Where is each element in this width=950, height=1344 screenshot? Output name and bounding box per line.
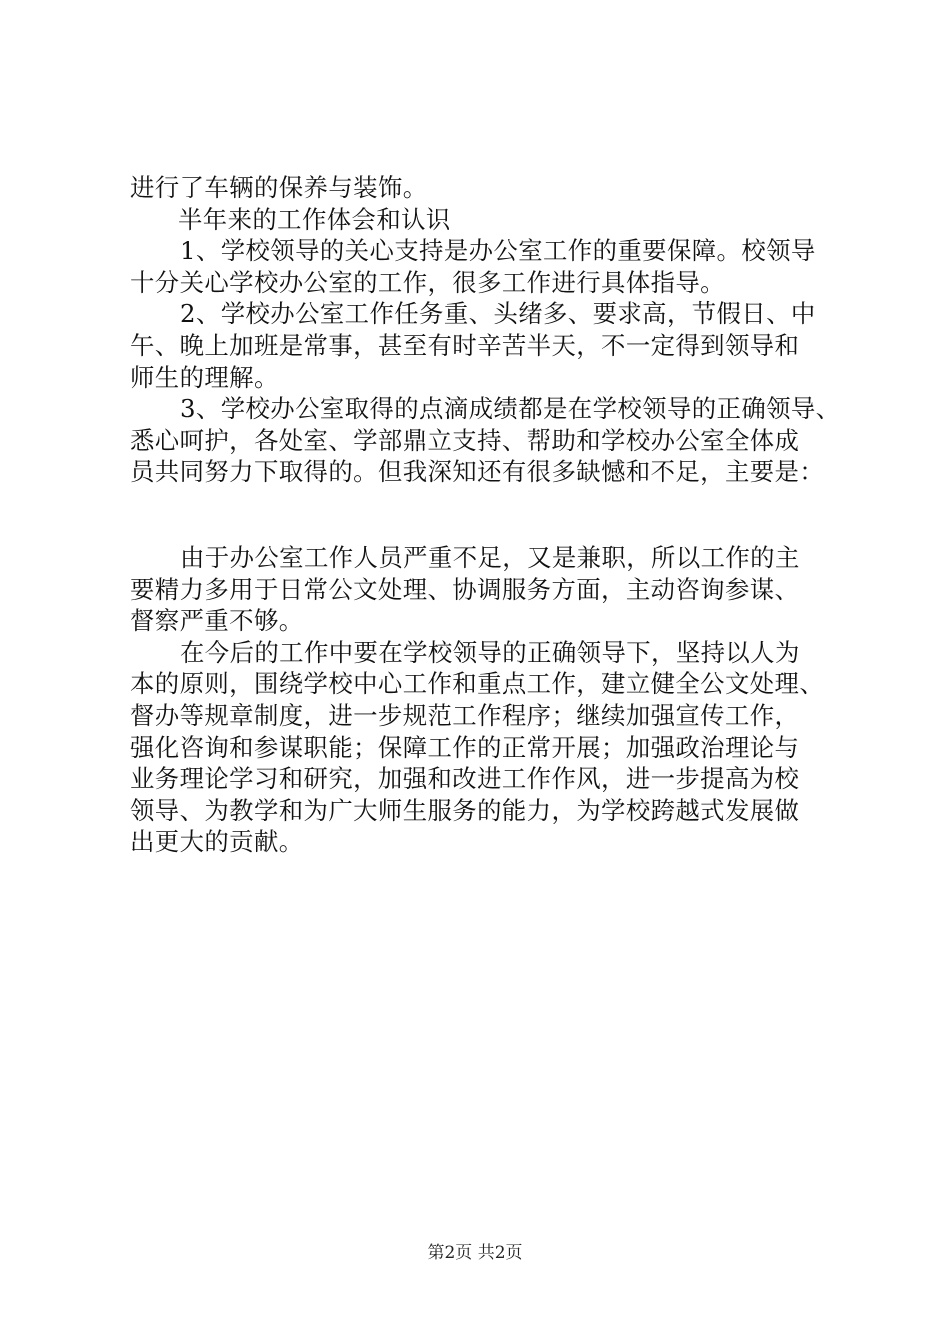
- text-line: 由于办公室工作人员严重不足，又是兼职，所以工作的主: [180, 542, 800, 572]
- text-line: 进行了车辆的保养与装饰。: [130, 173, 428, 202]
- text-line: 督察严重不够。: [130, 606, 304, 636]
- text-line: 1、学校领导的关心支持是办公室工作的重要保障。校领导: [180, 236, 816, 266]
- text-line: 2、学校办公室工作任务重、头绪多、要求高，节假日、中: [180, 299, 816, 329]
- text-line: 师生的理解。: [130, 362, 279, 392]
- text-line: 员共同努力下取得的。但我深知还有很多缺憾和不足，主要是：: [130, 457, 825, 487]
- text-line: 领导、为教学和为广大师生服务的能力，为学校跨越式发展做: [130, 795, 800, 825]
- text-line: 业务理论学习和研究，加强和改进工作作风，进一步提高为校: [130, 764, 800, 794]
- text-line: 出更大的贡献。: [130, 827, 304, 857]
- text-line: 要精力多用于日常公文处理、协调服务方面，主动咨询参谋、: [130, 574, 800, 604]
- text-line: 在今后的工作中要在学校领导的正确领导下，坚持以人为: [180, 637, 800, 667]
- text-line: 十分关心学校办公室的工作，很多工作进行具体指导。: [130, 267, 725, 297]
- paragraph-gap: [130, 488, 830, 542]
- document-body: [130, 172, 841, 858]
- text-line: 午、晚上加班是常事，甚至有时辛苦半天，不一定得到领导和: [130, 330, 800, 360]
- section-heading: 半年来的工作体会和认识: [178, 204, 451, 234]
- text-line: 强化咨询和参谋职能；保障工作的正常开展；加强政治理论与: [130, 732, 800, 762]
- text-line: 本的原则，围绕学校中心工作和重点工作，建立健全公文处理、: [130, 669, 825, 699]
- text-line: 督办等规章制度，进一步规范工作程序；继续加强宣传工作，: [130, 700, 800, 730]
- text-line: 悉心呵护，各处室、学部鼎立支持、帮助和学校办公室全体成: [130, 425, 800, 455]
- text-line: 3、学校办公室取得的点滴成绩都是在学校领导的正确领导、: [180, 394, 841, 424]
- page-number-footer: 第2页 共2页: [427, 1243, 523, 1263]
